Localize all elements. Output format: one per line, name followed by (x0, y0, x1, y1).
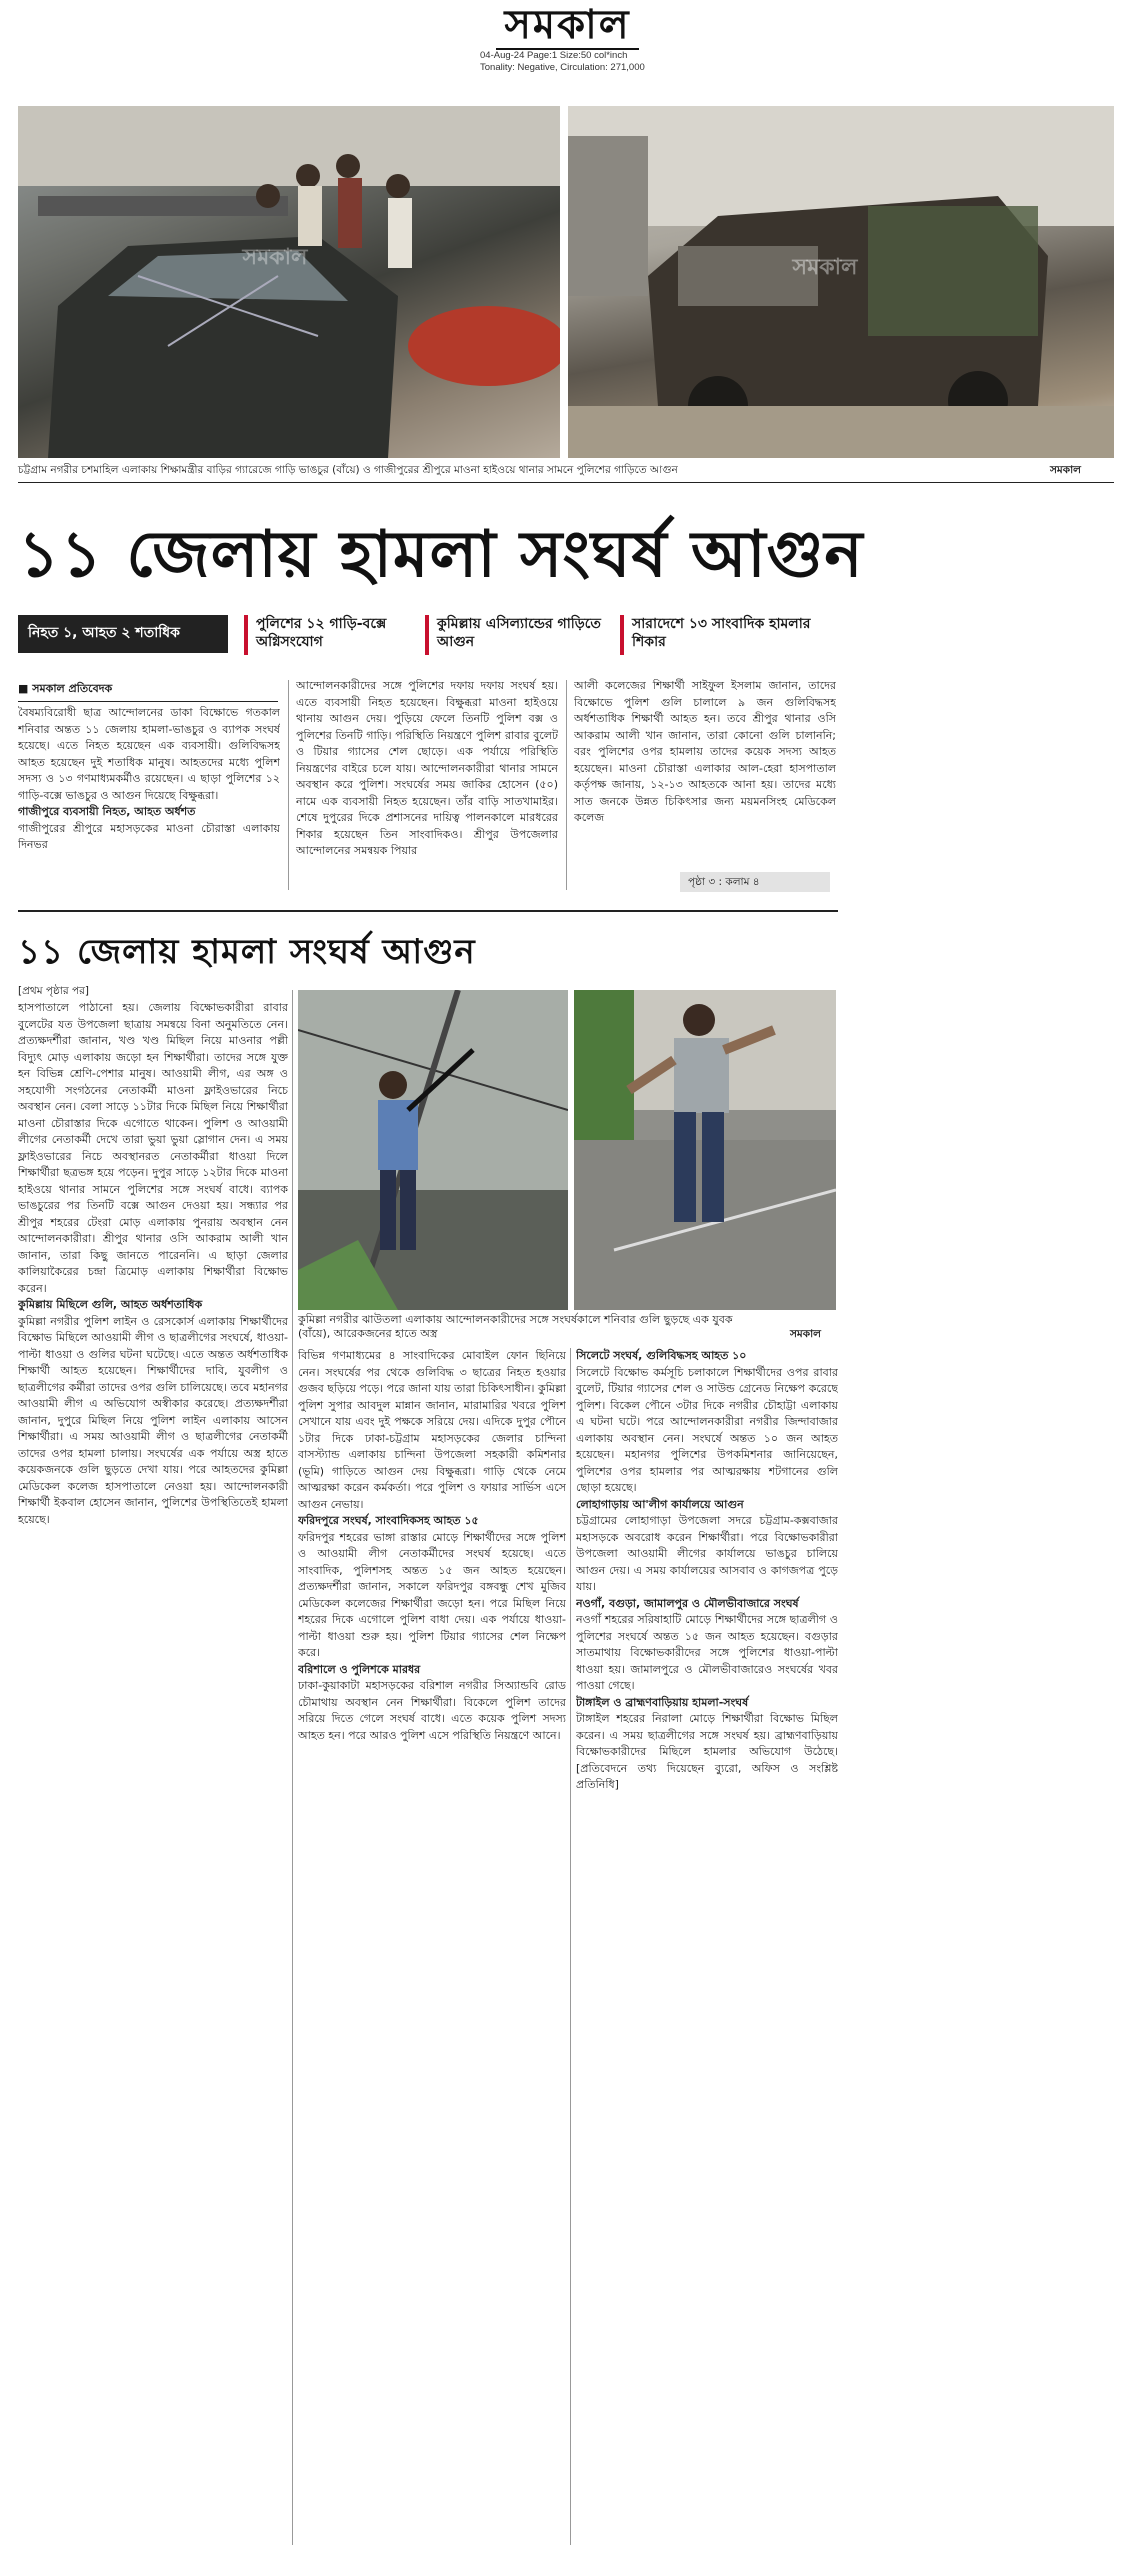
clipping-meta (480, 50, 780, 74)
cont-col3-subhead-1: সিলেটে সংঘর্ষ, গুলিবিদ্ধসহ আহত ১০ (576, 1349, 747, 1362)
top-photo-credit: সমকাল (1050, 464, 1081, 476)
lead-col1-text: বৈষম্যবিরোধী ছাত্র আন্দোলনের ডাকা বিক্ষোভে গতকাল শনিবার অন্তত ১১ জেলায় হামলা-ভাঙচুর ও ব্যাপক সংঘর্ষ হয়েছে। এতে নিহত হয়েছেন এক ব্যবসায়ী। গুলিবিদ্ধসহ আহত হয়েছেন দুই শতাধিক মানুষ। আহতদের মধ্যে পুলিশ সদস্য ও ১৩ গণমাধ্যমকর্মীও রয়েছেন। এ ছাড়া পুলিশের ১২ গাড়ি-বক্সে ভাঙচুর ও আগুন দিয়েছে বিক্ষুব্ধরা। (18, 706, 280, 802)
photo-armed-youth-image (574, 990, 836, 1310)
photo-vandalized-car (18, 106, 560, 458)
cont-col1-mid: কুমিল্লা নগরীর পুলিশ লাইন ও রেসকোর্স এলাকায় শিক্ষার্থীদের বিক্ষোভ মিছিলে আওয়ামী লীগ ও ছাত্রলীগের সংঘর্ষে, ধাওয়া-পাল্টা ধাওয়া ও গুলির ঘটনা ঘটেছে। এতে অন্তত অর্ধশতাধিক শিক্ষার্থী আহত হয়েছেন। শিক্ষার্থীদের দাবি, যুবলীগ ও ছাত্রলীগের কর্মীরা তাদের ওপর গুলি চালিয়েছে। তবে মহানগর আওয়ামী লীগ এ অভিযোগ অস্বীকার করেছে। প্রত্যক্ষদর্শীরা জানান, দুপুরে মিছিল নিয়ে পুলিশ লাইন এলাকায় আসেন শিক্ষার্থীরা। এ সময় আওয়ামী লীগ ও ছাত্রলীগের নেতাকর্মী তাদের ওপর হামলা চালায়। সংঘর্ষের এক পর্যায়ে অস্ত্র হাতে কয়েকজনকে গুলি ছুড়তে দেখা যায়। পরে আহতদের কুমিল্লা মেডিকেল কলেজ হাসপাতালে নেওয়া হয়। আন্দোলনকারী শিক্ষার্থী ইকবাল হোসেন জানান, পুলিশের উপস্থিতিতেই হামলা হয়েছে। (18, 1314, 288, 1526)
continuation-headline: ১১ জেলায় হামলা সংঘর্ষ আগুন (18, 932, 476, 972)
cont-col2-subhead-2: বরিশালে ও পুলিশকে মারধর (298, 1662, 421, 1676)
continuation-column-2 (298, 1348, 566, 2543)
cont-col3-subhead-3: নওগাঁ, বগুড়া, জামালপুর ও মৌলভীবাজারে সংঘর্ষ (576, 1596, 799, 1610)
continuation-photo-caption: কুমিল্লা নগরীর ঝাউতলা এলাকায় আন্দোলনকারীদের সঙ্গে সংঘর্ষকালে শনিবার গুলি ছুড়ছে এক যুবক (বাঁয়ে), আরেকজনের হাতে অস্ত্র (298, 1313, 733, 1340)
cont-col3-text: সিলেটে বিক্ষোভ কর্মসূচি চলাকালে শিক্ষার্থীদের ওপর রাবার বুলেট, টিয়ার গ্যাসের শেল ও সাউন্ড গ্রেনেড নিক্ষেপ করেছে পুলিশ। বিকেল পৌনে ৩টার দিকে নগরীর চৌহাট্টা এলাকায় এ ঘটনা ঘটে। পরে আন্দোলনকারীরা নগরীর জিন্দাবাজার এলাকায় অবস্থান নেন। সংঘর্ষে অন্তত ১০ জন আহত হয়েছেন। মহানগর পুলিশের উপকমিশনার জানিয়েছেন, পুলিশের ওপর হামলার পর আত্মরক্ষায় শটগানের গুলি ছোড়া হয়েছে। (576, 1365, 838, 1494)
cont-col3-tail: টাঙ্গাইল শহরের নিরালা মোড়ে শিক্ষার্থীরা বিক্ষোভ মিছিল করেন। এ সময় ছাত্রলীগের সঙ্গে সংঘর্ষ হয়। ব্রাহ্মণবাড়িয়ায় বিক্ষোভকারীদের মিছিলে হামলার অভিযোগ উঠেছে। [প্রতিবেদনে তথ্য দিয়েছেন ব্যুরো, অফিস ও সংশ্লিষ্ট প্রতিনিধি] (576, 1712, 838, 1791)
lead-column-3: আলী কলেজের শিক্ষার্থী সাইফুল ইসলাম জানান, তাদের বিক্ষোভে পুলিশ গুলি চালালে ৯ জন গুলিবিদ্ধসহ অর্ধশতাধিক শিক্ষার্থী আহত হন। তবে শ্রীপুর থানার ওসি আকরাম আলী খান জানান, তারা কোনো গুলি চালাননি; বরং পুলিশের ওপর হামলায় তাদের কয়েক সদস্য আহত হয়েছেন। মাওনা চৌরাস্তা এলাকার আল-হেরা হাসপাতাল কর্তৃপক্ষ জানায়, ১২-১৩ আহতকে আনা হয়। তাদের মধ্যে সাত জনকে উন্নত চিকিৎসার জন্য ময়মনসিংহ মেডিকেল কলেজ (574, 679, 836, 824)
meta-date-line: 04-Aug-24 Page:1 Size:50 col*inch (480, 50, 628, 61)
cont-col1-subhead: কুমিল্লায় মিছিলে গুলি, আহত অর্ধশতাধিক (18, 1298, 203, 1311)
newspaper-logo: সমকাল (496, 2, 638, 50)
tagline-comilla-ac-land: কুমিল্লায় এসিল্যান্ডের গাড়িতে আগুন (437, 616, 601, 650)
tagline-journalists-attacked: সারাদেশে ১৩ সাংবাদিক হামলার শিকার (632, 616, 811, 650)
byline-text: সমকাল প্রতিবেদক (32, 682, 113, 695)
section-divider (18, 910, 838, 912)
lead-column-2: আন্দোলনকারীদের সঙ্গে পুলিশের দফায় দফায় সংঘর্ষ হয়। এতে ব্যবসায়ী নিহত হয়েছেন। বিক্ষুব্ধরা মাওনা হাইওয়ে থানায় আগুন দেয়। পুড়িয়ে ফেলে তিনটি পুলিশ বক্স ও পুলিশের তিনটি গাড়ি। পরিস্থিতি নিয়ন্ত্রণে পুলিশ রাবার বুলেট ও টিয়ার গ্যাসের শেল ছোড়ে। এক পর্যায়ে পরিস্থিতি নিয়ন্ত্রণের বাইরে চলে যায়। আন্দোলনকারীরা থানার সামনে অবস্থান করে পুলিশ। সংঘর্ষের সময় জাকির হোসেন (৫০) নামে এক ব্যবসায়ী নিহত হয়েছেন। তাঁর বাড়ি সাতখামাইর। শেষে দুপুরের দিকে প্রশাসনের দায়িত্ব পালনকালে মারধরের শিকার হয়েছেন তিন সাংবাদিকও। শ্রীপুর উপজেলার আন্দোলনের সমন্বয়ক পিয়ার (296, 679, 558, 857)
cont-col1-text: হাসপাতালে পাঠানো হয়। জেলায় বিক্ষোভকারীরা রাবার বুলেটের যত উপজেলা ছাত্রায় সমন্বয়ে বিনা অনুমতিতে নেন। প্রত্যক্ষদর্শীরা জানান, খণ্ড খণ্ড মিছিল নিয়ে মাওনার পল্লী বিদ্যুৎ মোড় এলাকায় জড়ো হন শিক্ষার্থীরা। তাদের সঙ্গে যুক্ত হন বিভিন্ন শ্রেণি-পেশার মানুষ। আওয়ামী লীগ, এর অঙ্গ ও সহযোগী সংগঠনের নেতাকর্মী মাওনা ফ্লাইওভারের নিচে অবস্থান নেন। বেলা সাড়ে ১১টার দিকে মিছিল নিয়ে শিক্ষার্থীরা মাওনা চৌরাস্তার দিকে এগোতে থাকেন। পুলিশ ও আওয়ামী লীগের নেতাকর্মী দেখে তারা ভুয়া ভুয়া স্লোগান দেন। এ সময় ফ্লাইওভারের নিচে অবস্থানরত নেতাকর্মীরা ধাওয়া দিলে শিক্ষার্থীরা ছত্রভঙ্গ হয়ে পড়েন। দুপুর সাড়ে ১২টার দিকে মাওনা হাইওয়ে থানার সামনে পুলিশের সঙ্গে সংঘর্ষ বাধে। ব্যাপক ভাঙচুরের পর তিনটি বক্সে আগুন দেওয়া হয়। সন্ধ্যার পর শ্রীপুর শহরের টেংরা মোড় এলাকায় পুনরায় অবস্থান নেন আন্দোলনকারীরা। শ্রীপুর থানার ওসি আকরাম আলী খান জানান, তারা কিছু জানতে পারেননি। এ ছাড়া জেলার কালিয়াকৈরের চন্দ্রা ত্রিমোড় এলাকায় শিক্ষার্থীরা বিক্ষোভ করেন। (18, 1001, 288, 1295)
column-divider (288, 680, 289, 890)
tagline-police-vehicles: পুলিশের ১২ গাড়ি-বক্সে অগ্নিসংযোগ (256, 616, 387, 650)
divider (18, 482, 1114, 483)
column-divider (570, 1348, 571, 2545)
column-divider (292, 990, 293, 2545)
photo-vandalized-car-image (18, 106, 560, 458)
tag-accent-3 (620, 615, 624, 655)
lead-column-1 (18, 705, 280, 883)
tag-accent-2 (425, 615, 429, 655)
photo-armed-youth-comilla (574, 990, 836, 1310)
cont-col2-mid: ফরিদপুর শহরের ভাঙ্গা রাস্তার মোড়ে শিক্ষার্থীদের সঙ্গে পুলিশ ও আওয়ামী লীগ নেতাকর্মীদের সংঘর্ষ হয়েছে। এতে সাংবাদিক, পুলিশসহ অন্তত ১৫ জন আহত হয়েছেন। প্রত্যক্ষদর্শীরা জানান, সকালে ফরিদপুর বঙ্গবন্ধু শেখ মুজিব মেডিকেল কলেজের শিক্ষার্থীরা জড়ো হন। পরে মিছিল নিয়ে শহরের দিকে এগোলে পুলিশ বাধা দেয়। এক পর্যায়ে ধাওয়া-পাল্টা ধাওয়া শুরু হয়। পুলিশ টিয়ার গ্যাসের শেল নিক্ষেপ করে। (298, 1530, 566, 1659)
tag-accent-1 (244, 615, 248, 655)
cont-col3-subhead-2: লোহাগাড়ায় আ'লীগ কার্যালয়ে আগুন (576, 1497, 744, 1511)
top-photo-caption: চট্টগ্রাম নগরীর চশমাহিল এলাকায় শিক্ষামন্ত্রীর বাড়ির গ্যারেজে গাড়ি ভাঙচুর (বাঁয়ে) ও গাজীপুরের শ্রীপুরে মাওনা হাইওয়ে থানার সামনে পুলিশের গাড়িতে আগুন (18, 464, 678, 476)
cont-col3-subhead-4: টাঙ্গাইল ও ব্রাহ্মণবাড়িয়ায় হামলা-সংঘর্ষ (576, 1695, 749, 1709)
photo-gunman-comilla (298, 990, 568, 1310)
jump-line: পৃষ্ঠা ৩ : কলাম ৪ (680, 872, 830, 892)
casualty-box: নিহত ১, আহত ২ শতাধিক (18, 615, 228, 653)
main-headline: ১১ জেলায় হামলা সংঘর্ষ আগুন (18, 518, 864, 592)
continuation-from: [প্রথম পৃষ্ঠার পর] (18, 985, 90, 997)
cont-col2-text: বিভিন্ন গণমাধ্যমের ৪ সাংবাদিকের মোবাইল ফোন ছিনিয়ে নেন। সংঘর্ষের পর থেকে গুলিবিদ্ধ ৩ ছাত্রের নিহত হওয়ার গুজব ছড়িয়ে পড়ে। পরে জানা যায় তারা চিকিৎসাধীন। কুমিল্লা পুলিশ সুপার আবদুল মান্নান জানান, মারামারির খবরে পুলিশ সেখানে যায় এবং দুই পক্ষকে সরিয়ে দেয়। এদিকে দুপুর পৌনে ১টার দিকে ঢাকা-চট্টগ্রাম মহাসড়কের জেলার চান্দিনা বাসস্ট্যান্ড এলাকায় চান্দিনা উপজেলা সহকারী কমিশনার (ভূমি) গাড়িতে আগুন দেয় বিক্ষুব্ধরা। গাড়ি থেকে নেমে আত্মরক্ষা করেন কর্মকর্তা। পরে পুলিশ ও ফায়ার সার্ভিস এসে আগুন নেভায়। (298, 1349, 566, 1511)
continuation-column-1 (18, 1000, 288, 2545)
photo-watermark-right: সমকাল (792, 255, 858, 280)
continuation-column-3 (576, 1348, 838, 2543)
photo-gunman-image (298, 990, 568, 1310)
meta-tonality-line: Tonality: Negative, Circulation: 271,000 (480, 62, 645, 73)
continuation-photo-credit: সমকাল (790, 1328, 821, 1340)
lead-col1-tail: গাজীপুরের শ্রীপুরে মহাসড়কের মাওনা চৌরাস্তা এলাকায় দিনভর (18, 821, 280, 851)
cont-col2-tail: ঢাকা-কুয়াকাটা মহাসড়কের বরিশাল নগরীর সিঅ্যান্ডবি রোড চৌমাথায় অবস্থান নেন শিক্ষার্থীরা। বিকেলে পুলিশ তাদের সরিয়ে দিতে গেলে সংঘর্ষ বাধে। এতে কয়েক পুলিশ সদস্য আহত হন। পরে আরও পুলিশ এসে পরিস্থিতি নিয়ন্ত্রণে আনে। (298, 1679, 566, 1742)
cont-col3-mid2: নওগাঁ শহরের সরিষাহাটি মোড়ে শিক্ষার্থীদের সঙ্গে ছাত্রলীগ ও পুলিশের সংঘর্ষে অন্তত ১৫ জন আহত হয়েছেন। বগুড়ার সাতমাথায় বিক্ষোভকারীদের সঙ্গে পুলিশের ধাওয়া-পাল্টা ধাওয়া হয়। জামালপুরে ও মৌলভীবাজারেও সংঘর্ষের খবর পাওয়া গেছে। (576, 1613, 838, 1692)
column-divider (566, 680, 567, 890)
photo-watermark-left: সমকাল (242, 245, 308, 270)
cont-col3-mid: চট্টগ্রামের লোহাগাড়া উপজেলা সদরে চট্টগ্রাম-কক্সবাজার মহাসড়কে অবরোধ করেন শিক্ষার্থীরা। পরে বিক্ষোভকারীরা উপজেলা আওয়ামী লীগের কার্যালয়ে ভাঙচুর চালিয়ে আগুন দেয়। এ সময় কার্যালয়ের আসবাব ও কাগজপত্র পুড়ে যায়। (576, 1514, 838, 1593)
byline-marker: ■ (18, 682, 29, 695)
cont-col2-subhead-1: ফরিদপুরে সংঘর্ষ, সাংবাদিকসহ আহত ১৫ (298, 1514, 479, 1527)
lead-col1-subhead: গাজীপুরে ব্যবসায়ী নিহত, আহত অর্ধশত (18, 805, 196, 818)
byline (18, 680, 278, 702)
